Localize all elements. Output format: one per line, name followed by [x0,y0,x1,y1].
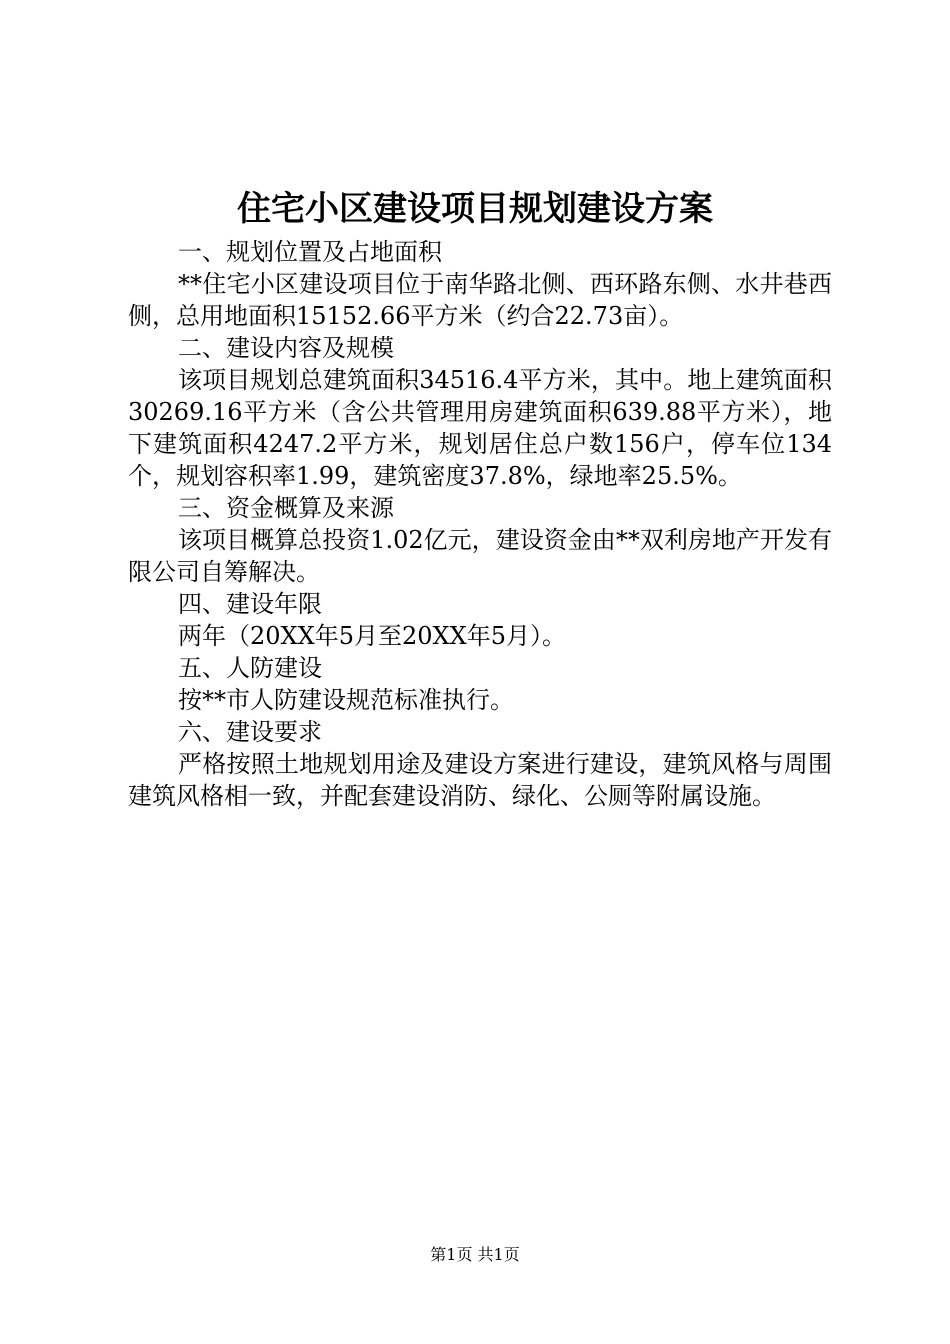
section-heading: 一、规划位置及占地面积 [178,238,442,266]
section-heading: 五、人防建设 [178,654,322,682]
section-heading: 六、建设要求 [178,718,322,746]
section-heading: 四、建设年限 [178,590,322,618]
section-heading: 二、建设内容及规模 [178,334,394,362]
section-paragraph: 该项目概算总投资1.02亿元，建设资金由**双利房地产开发有限公司自筹解决。 [128,526,832,586]
section-paragraph: 严格按照土地规划用途及建设方案进行建设，建筑风格与周围建筑风格相一致，并配套建设消防、绿化、公厕等附属设施。 [128,750,832,810]
section-paragraph: 该项目规划总建筑面积34516.4平方米，其中。地上建筑面积30269.16平方米（含公共管理用房建筑面积639.88平方米），地下建筑面积4247.2平方米，规划居住总户数156户，停车位134个，规划容积率1.99，建筑密度37.8%，绿地率25.5%。 [128,366,832,490]
document-title: 住宅小区建设项目规划建设方案 [237,189,713,229]
section-paragraph: 按**市人防建设规范标准执行。 [178,686,514,714]
document-body [128,236,832,812]
section-paragraph: 两年（20XX年5月至20XX年5月）。 [178,622,566,650]
page-footer: 第1页 共1页 [430,1245,520,1264]
section-heading: 三、资金概算及来源 [178,494,394,522]
section-paragraph: **住宅小区建设项目位于南华路北侧、西环路东侧、水井巷西侧，总用地面积15152.66平方米（约合22.73亩）。 [128,270,832,330]
